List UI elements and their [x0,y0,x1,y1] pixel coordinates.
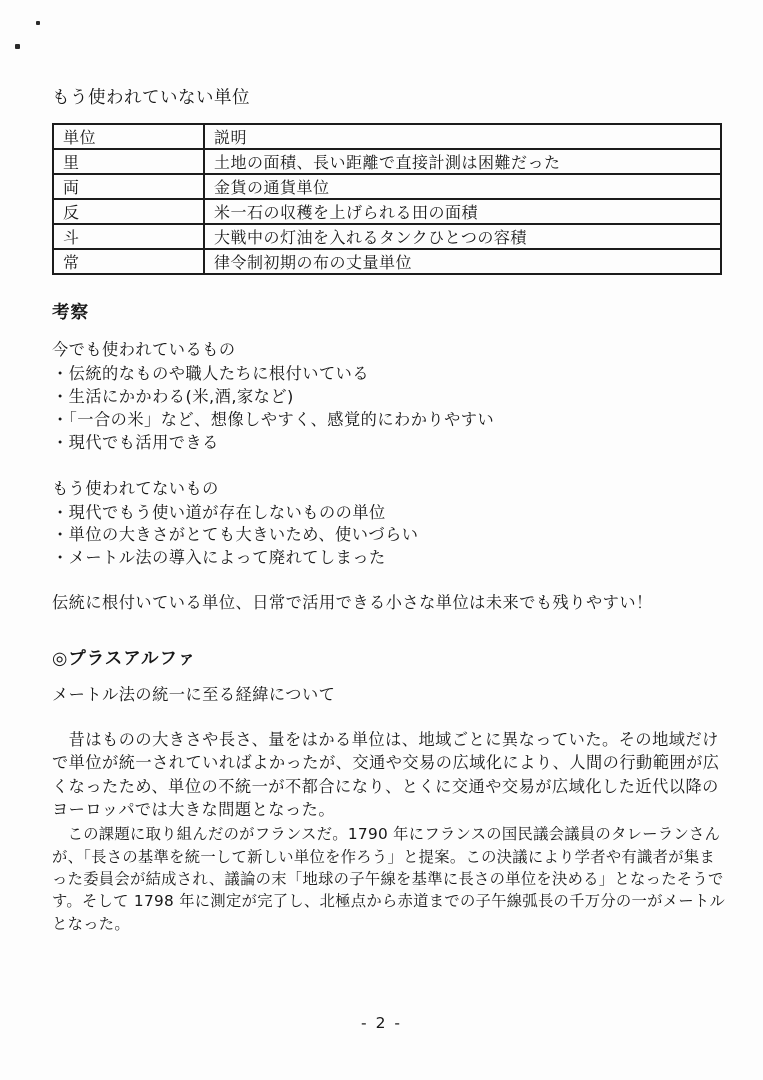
column-header-desc: 説明 [204,124,721,149]
desc-cell: 大戦中の灯油を入れるタンクひとつの容積 [204,224,721,249]
desc-cell: 律令制初期の布の丈量単位 [204,249,721,274]
table-row [53,224,721,249]
unused-units-table [52,123,722,275]
section-title-plus-alpha: ◎プラスアルファ [52,649,197,669]
unit-cell: 常 [53,249,204,274]
list-item: ・メートル法の導入によって廃れてしまった [52,548,386,567]
unit-cell: 里 [53,149,204,174]
list-item: ・現代でもう使い道が存在しないものの単位 [52,503,386,522]
paragraph-line: った委員会が結成され、議論の末「地球の子午線を基準に長さの単位を決める」となったそうで [52,870,724,888]
conclusion-text: 伝統に根付いている単位、日常で活用できる小さな単位は未来でも残りやすい！ [52,593,653,612]
paragraph-line: す。そして 1798 年に測定が完了し、北極点から赤道までの子午線弧長の千万分の一がメートル [52,892,726,910]
paragraph-line: ヨーロッパでは大きな問題となった。 [52,800,336,819]
list-item: ・現代でも活用できる [52,433,219,452]
paragraph-line: で単位が統一されていればよかったが、交通や交易の広域化により、人間の行動範囲が広 [52,753,720,772]
table-header-row [53,124,721,149]
desc-cell: 米一石の収穫を上げられる田の面積 [204,199,721,224]
section-title-consideration: 考察 [52,303,89,323]
table-row [53,249,721,274]
list-title-still-used: 今でも使われているもの [52,340,236,359]
paragraph-line: となった。 [52,915,130,933]
scan-speckle [36,21,40,25]
list-item: ・「一合の米」など、想像しやすく、感覚的にわかりやすい [52,410,495,429]
table-row [53,149,721,174]
section-title-unused-units: もう使われていない単位 [52,88,250,108]
paragraph-line: この課題に取り組んだのがフランスだ。1790 年にフランスの国民議会議員のタレーランさん [52,825,721,843]
desc-cell: 金貨の通貨単位 [204,174,721,199]
unit-cell: 両 [53,174,204,199]
unit-cell: 反 [53,199,204,224]
list-item: ・生活にかかわる(米,酒,家など) [52,387,294,406]
unit-cell: 斗 [53,224,204,249]
table-row [53,199,721,224]
plus-alpha-subtitle: メートル法の統一に至る経緯について [52,685,336,704]
scan-speckle [15,44,20,49]
page-number: - 2 - [361,1014,402,1032]
paragraph-line: くなったため、単位の不統一が不都合になり、とくに交通や交易が広域化した近代以降の [52,777,719,796]
list-item: ・単位の大きさがとても大きいため、使いづらい [52,525,419,544]
table-row [53,174,721,199]
column-header-unit: 単位 [53,124,204,149]
paragraph-line: 昔はものの大きさや長さ、量をはかる単位は、地域ごとに異なっていた。その地域だけ [52,730,719,749]
list-title-no-longer-used: もう使われてないもの [52,479,219,498]
desc-cell: 土地の面積、長い距離で直接計測は困難だった [204,149,721,174]
paragraph-line: が、「長さの基準を統一して新しい単位を作ろう」と提案。この決議により学者や有識者が集ま [52,848,716,866]
list-item: ・伝統的なものや職人たちに根付いている [52,364,370,383]
